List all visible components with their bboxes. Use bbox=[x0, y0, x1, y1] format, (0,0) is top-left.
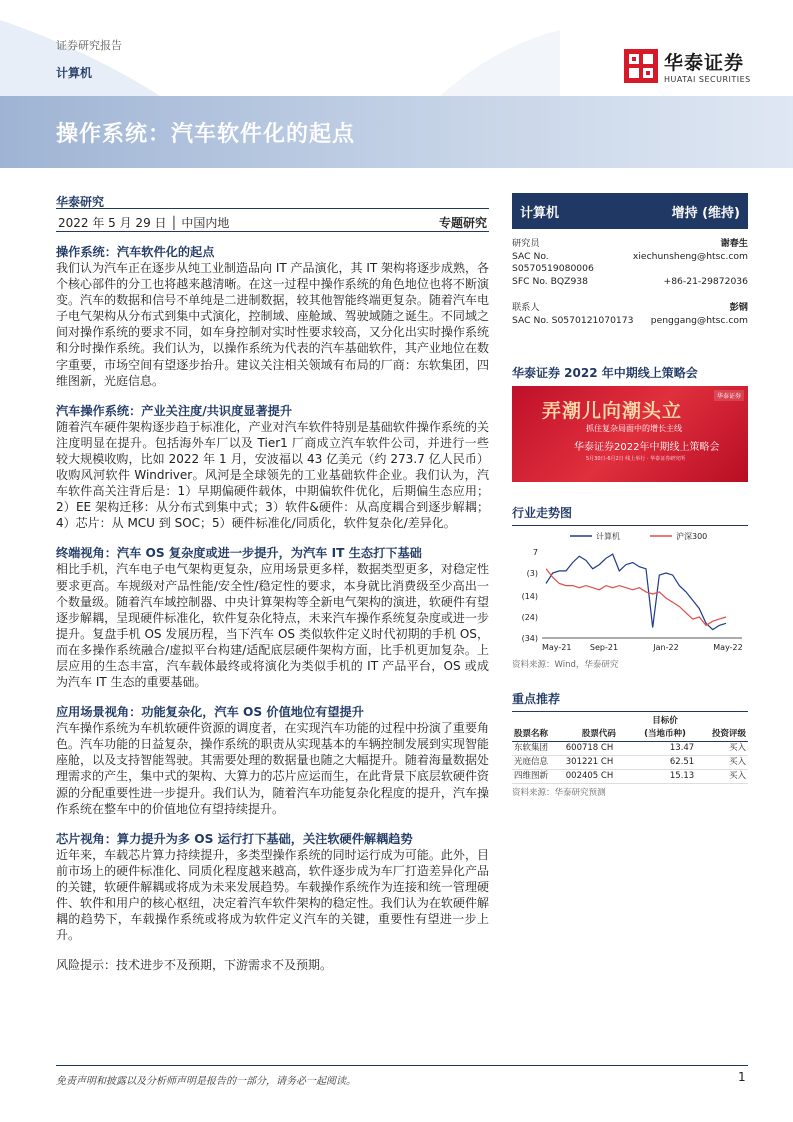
report-type: 证券研究报告 bbox=[56, 39, 122, 52]
research-label: 华泰研究 bbox=[56, 195, 105, 209]
picks-header-top: 目标价 bbox=[652, 716, 678, 726]
target-price: 15.13 bbox=[634, 770, 696, 784]
y-tick-label: 7 bbox=[532, 548, 538, 557]
x-tick-label: May-22 bbox=[713, 643, 743, 652]
banner-heading: 华泰证券 2022 年中期线上策略会 bbox=[512, 366, 698, 380]
series-line bbox=[546, 554, 726, 630]
table-row bbox=[512, 742, 748, 756]
report-kind: 专题研究 bbox=[438, 216, 487, 230]
section-heading: 汽车操作系统：产业关注度/共识度显著提升 bbox=[56, 403, 293, 418]
analyst-row bbox=[512, 251, 748, 276]
footer-divider bbox=[56, 1065, 748, 1066]
header-decoration bbox=[0, 0, 793, 200]
rating: 买入 bbox=[696, 742, 748, 756]
analyst-name: 彭钢 bbox=[729, 302, 748, 313]
risk-warning: 风险提示：技术进步不及预期，下游需求不及预期。 bbox=[56, 958, 333, 973]
analyst-email[interactable]: penggang@htsc.com bbox=[650, 314, 748, 326]
analyst-cert: SAC No. S0570519080006 bbox=[512, 250, 594, 274]
analyst-row bbox=[512, 302, 748, 315]
picks-header: 股票代码 bbox=[564, 728, 634, 742]
section bbox=[56, 244, 489, 389]
analyst-row bbox=[512, 238, 748, 251]
section-heading: 应用场景视角：功能复杂化，汽车 OS 价值地位有望提升 bbox=[56, 705, 364, 720]
report-header bbox=[0, 0, 793, 200]
y-tick-label: (3) bbox=[526, 568, 538, 578]
x-tick-label: May-21 bbox=[542, 643, 572, 652]
x-tick-label: Jan-22 bbox=[653, 643, 679, 652]
table-row bbox=[512, 770, 748, 784]
analyst-info bbox=[512, 238, 748, 327]
meta-line bbox=[56, 208, 489, 232]
analyst-row bbox=[512, 315, 748, 328]
picks-header: (当地币种) bbox=[634, 728, 696, 742]
logo-text-cn: 华泰证券 bbox=[664, 52, 745, 74]
trend-chart bbox=[512, 526, 748, 656]
picks-header: 股票名称 bbox=[512, 728, 564, 742]
picks-header: 投资评级 bbox=[696, 728, 748, 742]
section bbox=[56, 403, 489, 532]
banner-title: 华泰证券2022年中期线上策略会 bbox=[574, 442, 720, 453]
chart-title: 行业走势图 bbox=[512, 504, 748, 526]
rating-value: 增持 (维持) bbox=[671, 205, 740, 221]
y-tick-label: (24) bbox=[521, 613, 538, 623]
trend-chart-svg bbox=[512, 526, 748, 656]
section-body: 汽车操作系统为车机软硬件资源的调度者，在实现汽车功能的过程中扮演了重要角色。汽车功能的日益复杂，操作系统的职责从实现基本的车辆控制发展到实现智能座舱，以及支持智能驾驶。其需要处理的数据量也随之大幅提升。随着海量数据处理需求的产生，集中式的架构、大算力的芯片应运而生，在此背景下底层软硬件资源的分配重要性进一步提升。我们认为，随着汽车功能复杂化程度的提升，汽车操作系统在整车中的价值地位有望持续提升。 bbox=[56, 721, 489, 816]
stock-code: 002405 CH bbox=[564, 770, 634, 784]
section bbox=[56, 545, 489, 690]
page-number: 1 bbox=[738, 1070, 746, 1084]
section-body: 我们认为汽车正在逐步从纯工业制造品向 IT 产品演化，其 IT 架构将逐步成熟，各个核心部件的分工也将越来越清晰。在这一过程中操作系统的角色地位也将不断演变。汽车的数据和信号不单纯是二进制数据，较其他智能终端更复杂。随着汽车电子电气架构从分布式到集中式演化，控制域、座舱域、驾驶域随之诞生。不同域之间对操作系统的要求不同，如车身控制对实时性要求较高，又分化出实时操作系统和分时操作系统。我们认为，以操作系统为代表的汽车基础软件，其产业地位在数字重要，市场空间有望逐步抬升。建议关注相关领域有布局的厂商：东软集团，四维图新，光庭信息。 bbox=[56, 261, 489, 388]
stock-name: 四维图新 bbox=[512, 770, 564, 784]
target-price: 62.51 bbox=[634, 756, 696, 770]
legend-label: 沪深300 bbox=[676, 532, 708, 541]
section-heading: 终端视角：汽车 OS 复杂度或进一步提升，为汽车 IT 生态打下基础 bbox=[56, 546, 422, 561]
banner-subtitle: 抓住复杂局面中的增长主线 bbox=[586, 424, 682, 433]
analyst-email[interactable]: xiechunsheng@htsc.com bbox=[632, 250, 748, 262]
rating-box bbox=[512, 193, 748, 229]
x-tick-label: Sep-21 bbox=[589, 643, 619, 652]
section bbox=[56, 831, 489, 944]
rating: 买入 bbox=[696, 770, 748, 784]
promo-banner[interactable] bbox=[512, 386, 748, 482]
stock-code: 301221 CH bbox=[564, 756, 634, 770]
main-content bbox=[56, 244, 489, 973]
banner-fineprint: 5月30日-6月2日 线上举行 · 华泰证券研究所 bbox=[586, 456, 686, 462]
section-heading: 操作系统：汽车软件化的起点 bbox=[56, 245, 215, 259]
analyst-role: 研究员 bbox=[512, 238, 540, 249]
table-row bbox=[512, 756, 748, 770]
y-tick-label: (34) bbox=[521, 634, 538, 643]
stock-code: 600718 CH bbox=[564, 742, 634, 756]
picks-source: 资料来源：华泰研究预测 bbox=[512, 788, 606, 798]
section-body: 随着汽车硬件架构逐步趋于标准化，产业对汽车软件特别是基础软件操作系统的关注度明显在提升。包括海外车厂以及 Tier1 厂商成立汽车软件公司，并进行一些较大规模收购，比如 2022 年 1 月，安波福以 43 亿美元（约 273.7 亿人民币）收购风河软件 Windriver。风河是全球领先的工业基础软件企业。我们认为，汽车软件高关注背后是：1）早期偏硬件载体，中期偏软件优化，后期偏生态应用；2）EE 架构迁移：从分布式到集中式；3）软件&硬件：从高度耦合到逐步解耦；4）芯片：从 MCU 到 SOC；5）硬件标准化/同质化，软件复杂化/差异化。 bbox=[56, 419, 489, 531]
analyst-cert: SAC No. S0570121070173 bbox=[512, 314, 634, 326]
section-body: 近年来，车载芯片算力持续提升，多类型操作系统的同时运行成为可能。此外，目前市场上的硬件标准化、同质化程度越来越高，软件逐步成为车厂打造差异化产品的关键，软硬件解耦或将成为未来发展趋势。车载操作系统作为连接和统一管理硬件、软件和用户的核心枢纽，决定着汽车软件架构的稳定性。我们认为在软硬件解耦的趋势下，车载操作系统或将成为软件定义汽车的关键，重要性有望进一步上升。 bbox=[56, 847, 489, 943]
sector-label: 计算机 bbox=[56, 66, 93, 80]
stock-name: 东软集团 bbox=[512, 742, 564, 756]
analyst-role: 联系人 bbox=[512, 302, 540, 313]
section bbox=[56, 704, 489, 817]
banner-slogan: 弄潮儿向潮头立 bbox=[542, 400, 683, 422]
analyst-name: 谢春生 bbox=[720, 238, 748, 249]
y-tick-label: (14) bbox=[521, 592, 538, 602]
legend-label: 计算机 bbox=[596, 532, 620, 541]
logo-mark-icon bbox=[624, 49, 658, 83]
picks-title: 重点推荐 bbox=[512, 690, 748, 712]
analyst-phone: +86-21-29872036 bbox=[663, 275, 748, 287]
picks-table bbox=[512, 715, 748, 784]
chart-source: 资料来源：Wind，华泰研究 bbox=[512, 660, 619, 670]
report-date: 2022 年 5 月 29 日 │ 中国内地 bbox=[58, 216, 230, 230]
stock-name: 光庭信息 bbox=[512, 756, 564, 770]
section-body: 相比手机，汽车电子电气架构更复杂，应用场景更多样，数据类型更多，对稳定性要求更高。车规级对产品性能/安全性/稳定性的要求，本身就比消费级至少高出一个数量级。随着汽车域控制器、中央计算架构等全新电气架构的演进，软硬件有望逐步解耦，呈现硬件标准化，软件复杂化特点，未来汽车操作系统复杂度或进一步提升。复盘手机 OS 发展历程，当下汽车 OS 类似软件定义时代初期的手机 OS，而在多操作系统融合/虚拟平台构建/适配底层硬件架构方面，比手机更加复杂。上层应用的生态丰富，汽车载体最终或将演化为类似手机的 IT 产品平台，OS 或成为汽车 IT 生态的重要基础。 bbox=[56, 562, 489, 690]
rating: 买入 bbox=[696, 756, 748, 770]
analyst-row bbox=[512, 276, 748, 289]
logo-text-en: HUATAI SECURITIES bbox=[664, 75, 751, 84]
rating-sector: 计算机 bbox=[520, 205, 560, 221]
footer-disclaimer: 免责声明和披露以及分析师声明是报告的一部分，请务必一起阅读。 bbox=[56, 1076, 356, 1087]
series-line bbox=[546, 569, 726, 626]
page-title: 操作系统：汽车软件化的起点 bbox=[56, 122, 356, 147]
brand-logo bbox=[624, 48, 751, 84]
target-price: 13.47 bbox=[634, 742, 696, 756]
sidebar bbox=[512, 193, 748, 798]
analyst-cert: SFC No. BQZ938 bbox=[512, 275, 588, 287]
section-heading: 芯片视角：算力提升为多 OS 运行打下基础，关注软硬件解耦趋势 bbox=[56, 831, 413, 846]
banner-logo: 华泰证券 bbox=[714, 390, 744, 401]
